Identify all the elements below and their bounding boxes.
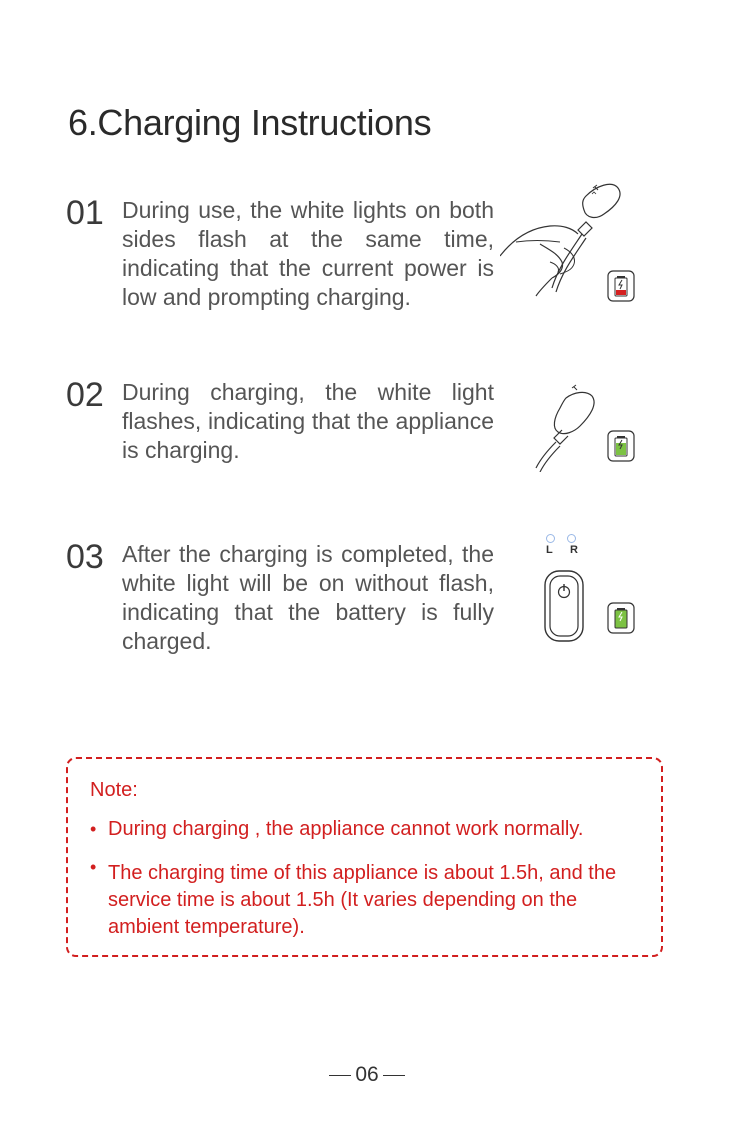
note-item: [90, 857, 640, 941]
bullet-icon: •: [90, 819, 97, 839]
step-text: After the charging is completed, the white light will be on without flash, indicating that the battery is fully charged.: [122, 541, 494, 654]
note-box: [66, 757, 663, 957]
note-item-text: During charging , the appliance cannot work normally.: [108, 818, 584, 840]
note-item: [90, 816, 640, 843]
step-number: 03: [66, 538, 104, 576]
light-right-icon: [567, 534, 576, 543]
battery-charging-icon: [607, 430, 635, 467]
step-number: 02: [66, 376, 104, 414]
footer-dash-left: [329, 1075, 351, 1076]
device-front-illustration: [544, 570, 584, 647]
page-footer: [0, 1063, 734, 1087]
bullet-icon: •: [90, 857, 97, 877]
device-charging-illustration: [500, 382, 620, 477]
indicator-label-right: R: [570, 544, 578, 556]
page-title: 6.Charging Instructions: [68, 102, 432, 143]
indicator-label-left: L: [546, 544, 553, 556]
step-number: 01: [66, 194, 104, 232]
note-item-text: The charging time of this appliance is about 1.5h, and the service time is about 1.5h (It varies depending on the ambient temperature).: [108, 862, 617, 938]
light-left-icon: [546, 534, 555, 543]
step-text: During charging, the white light flashes, indicating that the appliance is charging.: [122, 379, 494, 463]
battery-full-icon: [607, 602, 635, 639]
page-number: 06: [355, 1063, 379, 1086]
battery-low-icon: [607, 270, 635, 307]
step-text: During use, the white lights on both sides flash at the same time, indicating that the current power is low and prompting charging.: [122, 197, 494, 310]
footer-dash-right: [383, 1075, 405, 1076]
indicator-lights: [546, 534, 586, 556]
hand-plugging-cable-illustration: [500, 182, 670, 317]
note-title: Note:: [90, 779, 138, 801]
